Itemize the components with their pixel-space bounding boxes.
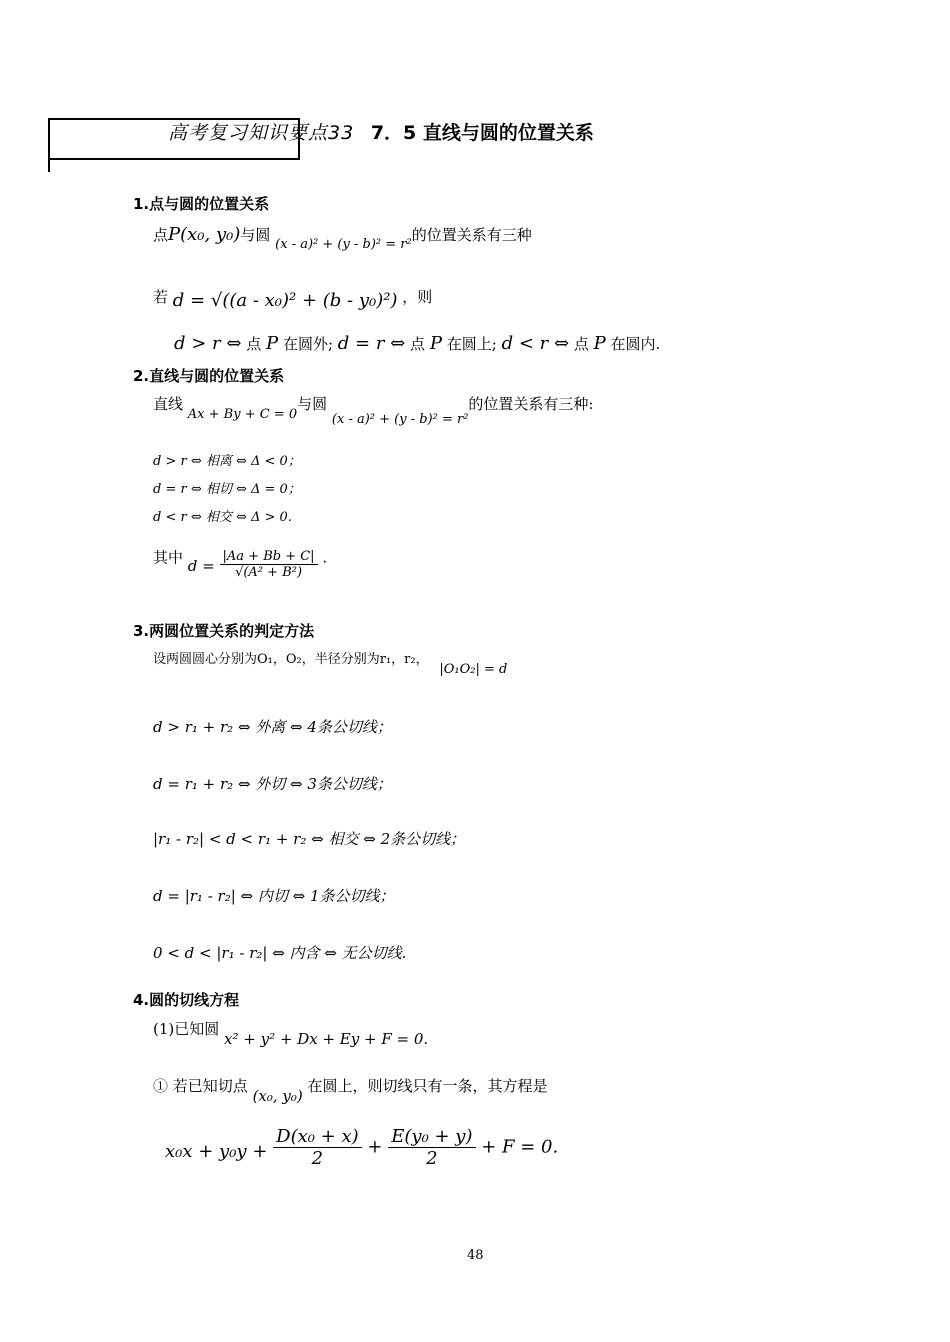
s4-fraction-2-numerator: E(y₀ + y)	[388, 1126, 475, 1148]
s4-formula-part-a: x₀x + y₀y +	[165, 1140, 268, 1162]
s1-l3-text-d: 在圆上;	[446, 335, 497, 353]
s3-case-4-text: d = |r₁ - r₂| ⇔ 内切 ⇔ 1条公切线；	[153, 887, 395, 905]
s2-case-1	[153, 450, 301, 469]
s3-case-4	[153, 885, 395, 906]
s4-formula-end: + F = 0.	[481, 1136, 559, 1158]
s2-line-eq: Ax + By + C = 0	[187, 407, 298, 422]
s4-fraction-1	[273, 1126, 362, 1169]
s1-l3-text-f: 在圆内.	[610, 335, 661, 353]
s3-case-5-text: 0 < d < |r₁ - r₂| ⇔ 内含 ⇔ 无公切线.	[153, 944, 407, 962]
s1-line-2	[153, 286, 433, 311]
s1-l3-p3: P	[593, 333, 606, 354]
header-rule	[48, 158, 298, 160]
page-title	[168, 118, 594, 145]
s2-where-text: 其中	[153, 548, 184, 567]
s1-line-3	[174, 333, 660, 354]
s3-case-3	[153, 828, 465, 849]
s3-intro-eq: |O₁O₂| = d	[439, 662, 508, 677]
s4-fraction-1-denominator: 2	[311, 1148, 324, 1169]
s3-intro-text: 设两圆圆心分别为O₁，O₂，半径分别为r₁，r₂，	[153, 652, 429, 667]
title-chapter: 7．5 直线与圆的位置关系	[370, 122, 594, 144]
s2-case-3-text: d < r ⇔ 相交 ⇔ Δ > 0.	[153, 510, 292, 525]
s2-case-2	[153, 478, 301, 497]
s1-l1-text-a: 点	[153, 226, 169, 244]
s4-fraction-2	[388, 1126, 475, 1169]
s1-l3-text-b: 在圆外;	[282, 335, 334, 353]
s1-l1-point: P(x₀, y₀)	[168, 224, 241, 245]
s3-case-3-text: |r₁ - r₂| < d < r₁ + r₂ ⇔ 相交 ⇔ 2条公切线；	[153, 830, 466, 848]
s1-l2-text-a: 若	[153, 288, 169, 306]
s1-l2-distance-eq: d = √((a - x₀)² + (b - y₀)²)	[172, 290, 398, 311]
s2-case-2-text: d = r ⇔ 相切 ⇔ Δ = 0；	[153, 482, 301, 497]
s1-l1-text-b: 与圆	[240, 226, 271, 244]
s2-case-3	[153, 506, 292, 525]
section-3-heading: 3.两圆位置关系的判定方法	[133, 622, 315, 640]
s1-l3-text-a: 点	[246, 335, 262, 353]
s1-l1-circle-eq: (x - a)² + (y - b)² = r²	[275, 237, 412, 252]
s4-l1-text: (1)已知圆	[153, 1020, 220, 1038]
s3-case-1-text: d > r₁ + r₂ ⇔ 外离 ⇔ 4条公切线；	[153, 718, 392, 736]
s1-l3-cond-2: d = r ⇔	[337, 333, 406, 354]
s1-l1-text-c: 的位置关系有三种	[411, 226, 532, 244]
section-1-heading: 1.点与圆的位置关系	[133, 195, 270, 213]
s2-case-1-text: d > r ⇔ 相离 ⇔ Δ < 0；	[153, 454, 301, 469]
s2-fraction-numerator: |Aa + Bb + C|	[220, 549, 318, 565]
s4-line-1	[153, 1018, 429, 1048]
s2-l1-text-c: 的位置关系有三种:	[468, 395, 594, 413]
s3-case-5	[153, 942, 406, 963]
s1-l2-text-b: ，则	[402, 288, 433, 306]
s2-distance-fraction	[220, 549, 318, 580]
s4-line-2	[153, 1075, 548, 1105]
s2-fraction-denominator: √(A² + B²)	[235, 565, 303, 580]
s4-fraction-2-denominator: 2	[426, 1148, 438, 1169]
s1-l3-cond-1: d > r ⇔	[174, 333, 242, 354]
s4-l2-text-b: 在圆上，则切线只有一条，其方程是	[307, 1077, 548, 1095]
s4-circle-general-eq: x² + y² + Dx + Ey + F = 0.	[224, 1030, 429, 1048]
s2-where-line	[153, 543, 328, 580]
s4-tangent-point: (x₀, y₀)	[252, 1087, 303, 1105]
s4-tangent-formula	[165, 1126, 558, 1169]
s1-l3-text-e: 点	[573, 335, 589, 353]
s3-case-2	[153, 773, 392, 794]
s3-case-2-text: d = r₁ + r₂ ⇔ 外切 ⇔ 3条公切线；	[153, 775, 392, 793]
s1-l3-p1: P	[266, 333, 279, 354]
s3-intro	[153, 648, 508, 677]
s2-l1-text-b: 与圆	[297, 395, 328, 413]
section-2-heading: 2.直线与圆的位置关系	[133, 367, 285, 385]
s1-line-1	[153, 224, 532, 252]
title-prefix: 高考复习知识要点33	[168, 122, 355, 144]
s1-l3-cond-3: d < r ⇔	[501, 333, 570, 354]
s2-where-d: d =	[187, 556, 215, 575]
header-box-leg	[48, 158, 50, 172]
s4-fraction-1-numerator: D(x₀ + x)	[273, 1126, 362, 1148]
s2-line-1	[153, 393, 594, 427]
s1-l3-text-c: 点	[410, 335, 426, 353]
page-number: 48	[467, 1248, 484, 1263]
s2-l1-text-a: 直线	[153, 395, 184, 413]
s4-l2-text-a: ① 若已知切点	[153, 1077, 248, 1095]
s4-formula-plus: +	[367, 1136, 383, 1158]
s1-l3-p2: P	[429, 333, 442, 354]
section-4-heading: 4.圆的切线方程	[133, 991, 240, 1009]
s2-where-end: .	[322, 548, 328, 567]
s2-circle-eq: (x - a)² + (y - b)² = r²	[331, 412, 469, 427]
s3-case-1	[153, 716, 392, 737]
